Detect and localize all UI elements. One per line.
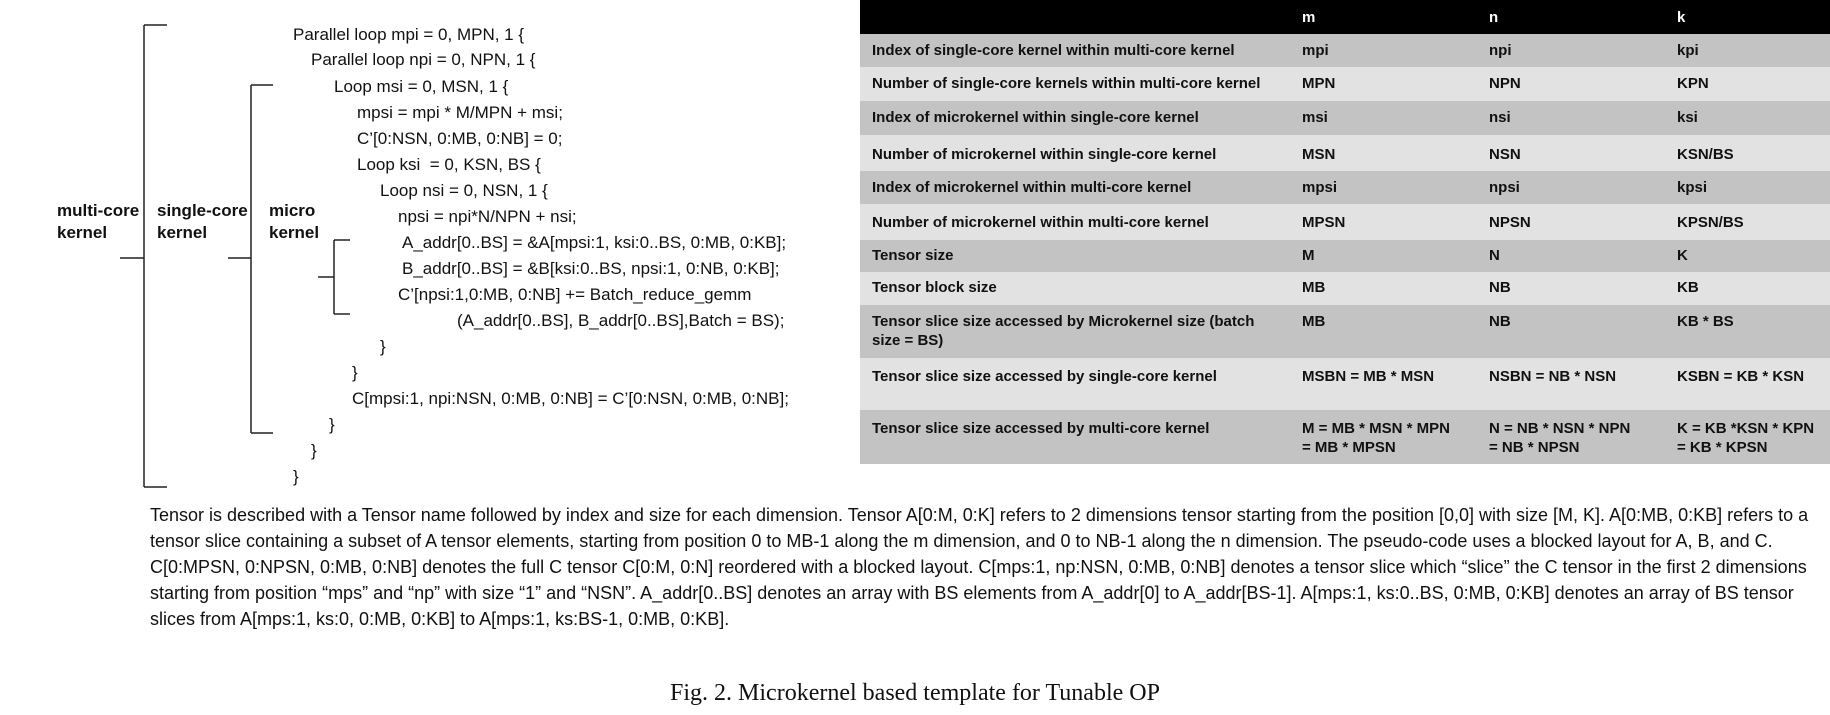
table-cell: Number of microkernel within multi-core kernel: [872, 214, 1209, 231]
table-header-cell: m: [1302, 9, 1316, 26]
table-cell: NB: [1489, 279, 1511, 296]
code-line: Loop msi = 0, MSN, 1 {: [334, 77, 509, 96]
table-cell: M = MB * MSN * MPN = MB * MPSN: [1302, 420, 1450, 456]
table-cell: K = KB *KSN * KPN = KB * KPSN: [1677, 420, 1815, 456]
figure-description: Tensor is described with a Tensor name followed by index and size for each dimension. Tensor A[0:M, 0:K] refers to 2 dimensions tensor starting from the position [0,0] with size [M, K]. A[0:MB, 0:KB] refers to a tensor slice containing a subset of A tensor elements, starting from position 0 to MB-1 along the m dimension, and 0 to NB-1 along the n dimension. The pseudo-code uses a blocked layout for A, B, and C. C[0:MPSN, 0:NPSN, 0:MB, 0:NB] denotes the full C tensor C[0:M, 0:N] reordered with a blocked layout. C[mps:1, np:NSN, 0:MB, 0:NB] denotes a tensor slice which “slice” the C tensor in the first 2 dimensions starting from position “mps” and “np” with size “1” and “NSN”. A_addr[0..BS] denotes an array with BS elements from A_addr[0] to A_addr[BS-1]. A[mps:1, ks:0..BS, 0:MB, 0:KB] denotes an array of BS tensor slices from A[mps:1, ks:0, 0:MB, 0:KB] to A[mps:1, ks:BS-1, 0:MB, 0:KB].: [150, 505, 1809, 629]
table-cell: MSBN = MB * MSN: [1302, 368, 1435, 385]
table-cell: MB: [1302, 313, 1326, 330]
table-header-row: [860, 0, 1830, 34]
table-cell: Index of microkernel within multi-core kernel: [872, 179, 1192, 196]
table-cell: Tensor slice size accessed by single-core kernel: [872, 368, 1217, 385]
table-cell: Index of microkernel within single-core kernel: [872, 109, 1199, 126]
table-row: [860, 204, 1830, 240]
table-cell: KSBN = KB * KSN: [1677, 368, 1805, 385]
table-row: [860, 358, 1830, 410]
code-line: (A_addr[0..BS], B_addr[0..BS],Batch = BS);: [457, 311, 785, 330]
table-row: [860, 135, 1830, 171]
index-table: [860, 0, 1830, 464]
code-line: Parallel loop npi = 0, NPN, 1 {: [311, 50, 536, 69]
code-line: }: [329, 415, 335, 434]
table-cell: Tensor block size: [872, 279, 997, 296]
pseudo-code-figure: [0, 0, 860, 500]
table-cell: Number of single-core kernels within multi-core kernel: [872, 75, 1261, 92]
table-row: [860, 171, 1830, 204]
table-cell: ksi: [1677, 109, 1698, 126]
table-cell: MB: [1302, 279, 1326, 296]
table-cell: NSN: [1489, 146, 1521, 163]
code-line: }: [293, 467, 299, 486]
table-cell: MPSN: [1302, 214, 1346, 231]
table-row: [860, 305, 1830, 358]
table-cell: MSN: [1302, 146, 1336, 163]
table-cell: mpi: [1302, 42, 1329, 59]
table-cell: Tensor slice size accessed by multi-core kernel: [872, 420, 1210, 437]
table-cell: npsi: [1489, 179, 1520, 196]
table-cell: KB * BS: [1677, 313, 1734, 330]
code-line: }: [352, 363, 358, 382]
code-line: }: [311, 441, 317, 460]
table-cell: mpsi: [1302, 179, 1338, 196]
table-cell: Tensor slice size accessed by Microkernel size (batch size = BS): [872, 313, 1255, 349]
table-cell: Index of single-core kernel within multi-core kernel: [872, 42, 1235, 59]
table-cell: kpi: [1677, 42, 1699, 59]
code-line: Loop ksi = 0, KSN, BS {: [357, 155, 541, 174]
table-cell: KSN/BS: [1677, 146, 1734, 163]
table-row: [860, 67, 1830, 101]
single-core-kernel-label: single-core kernel: [157, 201, 248, 242]
table-cell: Number of microkernel within single-core kernel: [872, 146, 1217, 163]
figure-caption: Fig. 2. Microkernel based template for Tunable OP: [670, 680, 1160, 706]
table-row: [860, 410, 1830, 464]
code-line: mpsi = mpi * M/MPN + msi;: [357, 103, 563, 122]
micro-kernel-label: micro kernel: [269, 201, 320, 242]
code-line: C’[0:NSN, 0:MB, 0:NB] = 0;: [357, 129, 563, 148]
table-cell: MPN: [1302, 75, 1336, 92]
table-cell: KB: [1677, 279, 1699, 296]
table-header-cell: [860, 0, 1290, 34]
code-line: B_addr[0..BS] = &B[ksi:0..BS, npsi:1, 0:NB, 0:KB];: [402, 259, 780, 278]
table-cell: kpsi: [1677, 179, 1708, 196]
table-cell: KPSN/BS: [1677, 214, 1744, 231]
code-line: npsi = npi*N/NPN + nsi;: [398, 207, 577, 226]
table-cell: npi: [1489, 42, 1512, 59]
table-header-cell: n: [1489, 9, 1499, 26]
table-cell: Tensor size: [872, 247, 954, 264]
table-row: [860, 240, 1830, 272]
table-cell: NB: [1489, 313, 1511, 330]
code-line: C[mpsi:1, npi:NSN, 0:MB, 0:NB] = C’[0:NSN, 0:MB, 0:NB];: [352, 389, 789, 408]
code-line: Parallel loop mpi = 0, MPN, 1 {: [293, 25, 525, 44]
table-row: [860, 34, 1830, 67]
table-cell: NPN: [1489, 75, 1521, 92]
code-line: A_addr[0..BS] = &A[mpsi:1, ksi:0..BS, 0:MB, 0:KB];: [402, 233, 787, 252]
table-cell: nsi: [1489, 109, 1511, 126]
table-cell: M: [1302, 247, 1315, 264]
table-row: [860, 272, 1830, 305]
table-cell: N: [1489, 247, 1500, 264]
table-cell: NPSN: [1489, 214, 1531, 231]
table-cell: N = NB * NSN * NPN = NB * NPSN: [1489, 420, 1631, 456]
multi-core-kernel-label: multi-core kernel: [57, 201, 140, 242]
table-row: [860, 101, 1830, 135]
table-cell: msi: [1302, 109, 1328, 126]
table-header-cell: k: [1677, 9, 1686, 26]
table-cell: K: [1677, 247, 1688, 264]
code-line: Loop nsi = 0, NSN, 1 {: [380, 181, 548, 200]
code-line: C’[npsi:1,0:MB, 0:NB] += Batch_reduce_gemm: [398, 285, 752, 304]
code-line: }: [380, 337, 386, 356]
table-cell: KPN: [1677, 75, 1709, 92]
table-cell: NSBN = NB * NSN: [1489, 368, 1617, 385]
